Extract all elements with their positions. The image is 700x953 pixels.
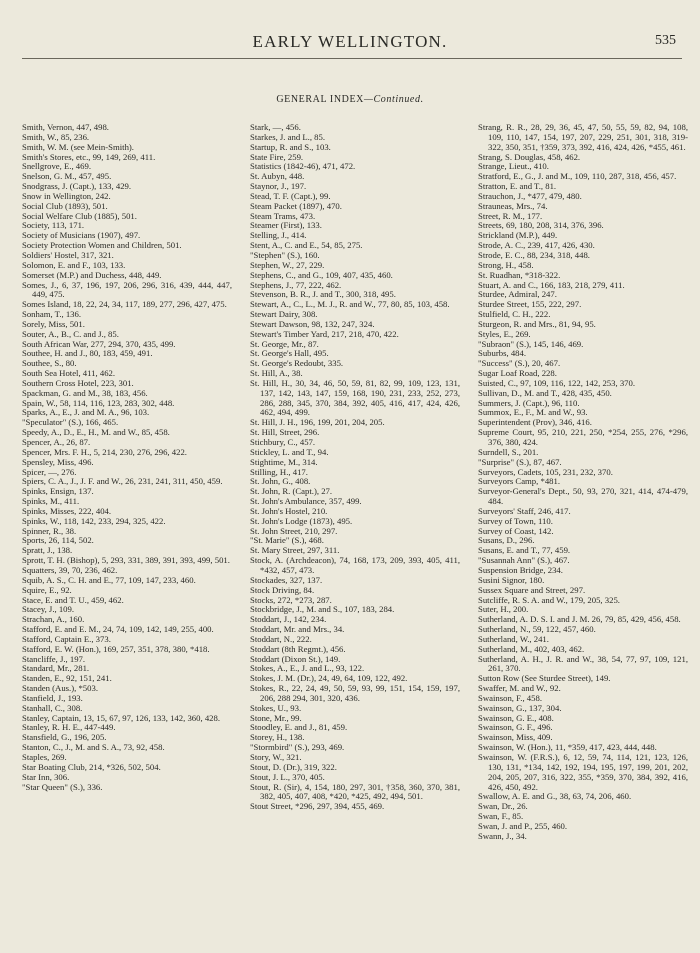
index-entry: "Star Queen" (S.), 336. <box>22 781 103 792</box>
index-entry: Strauchon, J., *477, 479, 480. <box>478 190 582 201</box>
index-entry: Souter, A., B., C. and J., 85. <box>22 328 119 339</box>
index-entry: Swainson, G. E., 408. <box>478 712 554 723</box>
index-entry: St. George's Redoubt, 335. <box>250 358 344 369</box>
index-entry: Spencer, Mrs. F. H., 5, 214, 230, 276, 296, 422. <box>22 446 187 457</box>
index-entry: Stightime, M., 314. <box>250 456 318 467</box>
index-entry: Swan, Dr., 26. <box>478 801 528 812</box>
index-entry: St. Hill, H., 30, 34, 46, 50, 59, 81, 82, 99, 109, 123, 131, 137, 142, 143, 147, 159, 168, 190, 231, 233, 252, 273, 286, 288, 345, 370, 384, 392, 405, 416, 417, 424, 426, 462, 494, 499. <box>250 377 460 418</box>
index-entry: Stanton, C., J., M. and S. A., 73, 92, 458. <box>22 742 165 753</box>
index-entry: Stilling, H., 417. <box>250 466 308 477</box>
index-entry: Strauneas, Mrs., 74. <box>478 200 548 211</box>
index-entry: Sutherland, A. D. S. I. and J. M. 26, 79, 85, 429, 456, 458. <box>478 614 681 625</box>
index-entry: Stock Driving, 84. <box>250 584 315 595</box>
index-entry: Sturdee Street, 155, 222, 297. <box>478 299 582 310</box>
index-entry: Sussex Square and Street, 297. <box>478 584 586 595</box>
index-entry: Stoddart (Dixon St.), 149. <box>250 653 341 664</box>
index-entry: St. George, Mr., 87. <box>250 338 319 349</box>
index-entry: Spiers, C. A., J., J. F. and W., 26, 231, 241, 311, 450, 459. <box>22 476 223 487</box>
index-entry: Strode, A. C., 239, 417, 426, 430. <box>478 240 595 251</box>
index-entry: Susans, E. and T., 77, 459. <box>478 545 571 556</box>
index-entry: Swainson, F., 458. <box>478 692 542 703</box>
index-entry: Surveyors, Cadets, 105, 231, 232, 370. <box>478 466 613 477</box>
index-entry: Stokes, U., 93. <box>250 702 302 713</box>
index-entry: Social Club (1893), 501. <box>22 200 108 211</box>
index-entry: Standard, Mr., 281. <box>22 663 90 674</box>
index-entry: Sturgeon, R. and Mrs., 81, 94, 95. <box>478 318 596 329</box>
index-entry: Swainson, Miss, 409. <box>478 732 553 743</box>
index-entry: Southern Cross Hotel, 223, 301. <box>22 377 134 388</box>
index-entry: Stent, A., C. and E., 54, 85, 275. <box>250 240 363 251</box>
index-entry: Sorely, Miss, 501. <box>22 318 85 329</box>
index-entry: St. John, R. (Capt.), 27. <box>250 486 333 497</box>
index-entry: Stokes, R., 22, 24, 49, 50, 59, 93, 99, 151, 154, 159, 197, 206, 288 294, 301, 320, 436. <box>250 683 460 703</box>
index-entry: Stout, R. (Sir), 4, 154, 180, 297, 301, †358, 360, 370, 381, 382, 405, 407, 408, *420, *425, 492, 494, 501. <box>250 781 460 802</box>
index-entry: Stratton, E. and T., 81. <box>478 181 557 192</box>
index-entry: Stead, T. F. (Capt.), 99. <box>250 190 331 201</box>
index-entry: St. Hill, A., 38. <box>250 368 303 379</box>
index-entry: "Stormbird" (S.), 293, 469. <box>250 742 345 753</box>
index-entry: Spinks, Ensign, 137. <box>22 486 94 497</box>
index-entry: "Stephen" (S.), 160. <box>250 249 320 260</box>
index-entry: St. John's Ambulance, 357, 499. <box>250 496 362 507</box>
index-entry: Sutherland, M., 402, 403, 462. <box>478 643 585 654</box>
index-entry: Stuart, A. and C., 166, 183, 218, 279, 411. <box>478 279 625 290</box>
index-entry: St. John, G., 408. <box>250 476 311 487</box>
index-entry: Southee, H. and J., 80, 183, 459, 491. <box>22 348 153 359</box>
index-entry: Suburbs, 484. <box>478 348 527 359</box>
index-entry: Swainson, W. (Hon.), 11, *359, 417, 423, 444, 448. <box>478 742 657 753</box>
index-entry: Swan, J. and P., 255, 460. <box>478 820 568 831</box>
running-head <box>0 30 700 54</box>
index-entry: Susans, D., 296. <box>478 535 535 546</box>
index-entry: Supreme Court, 95, 210, 221, 250, *254, 255, 276, *296, 376, 380, 424. <box>478 427 688 447</box>
index-entry: Strickland (M.P.), 449. <box>478 230 558 241</box>
index-entry: Stout, D. (Dr.), 319, 322. <box>250 761 337 772</box>
index-entry: Soldiers' Hostel, 317, 321. <box>22 249 114 260</box>
index-entry: Stelling, J., 414. <box>250 230 307 241</box>
index-entry: Swainson, G., 137, 304. <box>478 702 562 713</box>
index-entry: Sugar Loaf Road, 228. <box>478 368 557 379</box>
index-entry: Spackman, G. and M., 38, 183, 456. <box>22 387 148 398</box>
index-entry: Stewart Dairy, 308. <box>250 309 318 320</box>
index-entry: Statistics (1842-46), 471, 472. <box>250 161 356 172</box>
index-entry: Snellgrove, E., 469. <box>22 161 92 172</box>
index-entry: Stichbury, C., 457. <box>250 437 316 447</box>
index-entry: Sutcliffe, R. S. A. and W., 179, 205, 325. <box>478 594 620 605</box>
index-entry: Snow in Wellington, 242. <box>22 190 111 201</box>
index-entry: Summers, J. (Capt.), 96, 110. <box>478 397 580 408</box>
index-entry: Steamer (First), 133. <box>250 220 322 231</box>
index-entry: Sutherland, N., 59, 122, 457, 460. <box>478 624 596 635</box>
index-entry: Styles, E., 269. <box>478 328 531 339</box>
index-entry: Stewart, A., C., L., M. J., R. and W., 77, 80, 85, 103, 458. <box>250 299 450 310</box>
index-entry: Spain, W., 58, 114, 116, 123, 283, 302, 448. <box>22 397 175 408</box>
index-entry: Stephens, C., and G., 109, 407, 435, 460. <box>250 269 393 280</box>
index-entry: Southee, S., 80. <box>22 358 77 369</box>
index-entry: Superintendent (Prov), 346, 416. <box>478 417 592 428</box>
index-entry: Smith, Vernon, 447, 498. <box>22 122 109 132</box>
index-entry: Society of Musicians (1907), 497. <box>22 230 141 241</box>
index-entry: Steam Trams, 473. <box>250 210 316 221</box>
index-entry: Stanfield, J., 193. <box>22 692 83 703</box>
index-column-3 <box>478 123 688 842</box>
index-entry: Suisted, C., 97, 109, 116, 122, 142, 253, 370. <box>478 377 636 388</box>
header-rule <box>22 58 682 59</box>
index-entry: Story, W., 321. <box>250 752 302 762</box>
index-entry: Stace, E. and T. U., 459, 462. <box>22 594 124 605</box>
index-entry: St. John's Hostel, 210. <box>250 505 328 516</box>
index-column-2 <box>250 123 460 812</box>
index-entry: Stark, —, 456. <box>250 122 301 132</box>
index-entry: Summox, E., F., M. and W., 93. <box>478 407 588 418</box>
index-entry: "St. Marie" (S.), 468. <box>250 535 324 546</box>
index-entry: South Sea Hotel, 411, 462. <box>22 368 116 379</box>
index-entry: Spinks, Misses, 222, 404. <box>22 505 112 516</box>
index-entry: Somes Island, 18, 22, 24, 34, 117, 189, 277, 296, 427, 475. <box>22 299 227 310</box>
index-columns <box>22 122 688 938</box>
index-entry: Survey of Town, 110. <box>478 515 553 526</box>
index-entry: Stulfield, C. H., 222. <box>478 309 551 320</box>
index-entry: Standen (Aus.), *503. <box>22 683 99 694</box>
index-entry: South African War, 277, 294, 370, 435, 499. <box>22 338 176 349</box>
index-entry: Sprott, T. H. (Bishop), 5, 293, 331, 389, 391, 393, 499, 501. <box>22 555 230 566</box>
index-entry: "Subraon" (S.), 145, 146, 469. <box>478 338 584 349</box>
index-entry: Spinks, W., 118, 142, 233, 294, 325, 422. <box>22 515 166 526</box>
index-entry: Stone, Mr., 99. <box>250 712 302 723</box>
index-entry: Strange, Lieut., 410. <box>478 161 549 172</box>
index-entry: Snodgrass, J. (Capt.), 133, 429. <box>22 181 132 192</box>
index-entry: Stansfield, G., 196, 205. <box>22 732 107 743</box>
index-entry: Snelson, G. M., 457, 495. <box>22 171 112 182</box>
index-entry: St. John's Lodge (1873), 495. <box>250 515 353 526</box>
index-entry: Susini Signor, 180. <box>478 574 545 585</box>
index-entry: Stickley, L. and T., 94. <box>250 446 329 457</box>
index-entry: Stevenson, B. R., J. and T., 300, 318, 495. <box>250 289 396 300</box>
index-entry: Sparks, A., E., J. and M. A., 96, 103. <box>22 407 150 418</box>
index-entry: Swainson, W. (F.R.S.), 6, 12, 59, 74, 114, 121, 123, 126, 130, 131, *134, 142, 192, 194, 195, 197, 199, 201, 202, 204, 205, 207, 316, 322, 355, *359, 370, 384, 392, 416, 426, 450, 492. <box>478 752 688 792</box>
index-entry: Speedy, A., D., E., H., M. and W., 85, 458. <box>22 427 170 438</box>
index-entry: Spencer, A., 26, 87. <box>22 437 91 447</box>
running-title: EARLY WELLINGTON. <box>252 32 448 51</box>
index-entry: Swallow, A. E. and G., 38, 63, 74, 206, 460. <box>478 791 632 802</box>
index-entry: Staples, 269. <box>22 752 67 762</box>
index-entry: Strang, R. R., 28, 29, 36, 45, 47, 50, 55, 59, 82, 94, 108, 109, 110, 147, 154, 197, 207, 229, 251, 301, 318, 319-322, 350, 351, †359, 373, 392, 416, 424, 426, *455, 461. <box>478 122 688 152</box>
index-entry: Surndell, S., 201. <box>478 446 539 457</box>
index-entry: Solomon, E. and F., 103, 133. <box>22 259 126 270</box>
index-entry: Suter, H., 200. <box>478 604 529 615</box>
index-entry: Somes, J., 6, 37, 196, 197, 206, 296, 316, 439, 444, 447, 449, 475. <box>22 279 232 300</box>
index-entry: Standen, E., 92, 151, 241. <box>22 673 112 684</box>
index-entry: Stocks, 272, *273, 287. <box>250 594 332 605</box>
index-entry: Streets, 69, 180, 208, 314, 376, 396. <box>478 220 604 231</box>
index-entry: Strachan, A., 160. <box>22 614 85 625</box>
index-entry: Sutherland, W., 241. <box>478 633 549 644</box>
index-entry: Stancliffe, J., 197. <box>22 653 86 664</box>
index-entry: Swainson, G. F., 496. <box>478 722 553 733</box>
index-entry: Stoddart, J., 142, 234. <box>250 614 327 625</box>
index-entry: Storey, H., 138. <box>250 732 305 743</box>
index-entry: Strang, S. Douglas, 458, 462. <box>478 151 581 162</box>
index-entry: Smith, W. M. (see Mein-Smith). <box>22 141 134 152</box>
index-entry: Spratt, J., 138. <box>22 545 73 556</box>
index-entry: Spinner, R., 38. <box>22 525 77 536</box>
index-entry: Star Inn, 306. <box>22 771 70 782</box>
index-entry: St. Hill, Street, 296. <box>250 427 320 438</box>
index-entry: Society Protection Women and Children, 501. <box>22 240 182 251</box>
index-entry: Stafford, Captain E., 373. <box>22 633 111 644</box>
index-entry: Stoddart, N., 222. <box>250 633 312 644</box>
index-entry: Squire, E., 92. <box>22 584 72 595</box>
index-entry: Stoddart (8th Regmt.), 456. <box>250 643 346 654</box>
index-entry: Sports, 26, 114, 502. <box>22 535 94 546</box>
index-entry: State Fire, 259. <box>250 151 304 162</box>
index-entry: Stockades, 327, 137. <box>250 574 323 585</box>
index-entry: Stanley, Captain, 13, 15, 67, 97, 126, 133, 142, 360, 428. <box>22 712 221 723</box>
index-entry: Squatters, 39, 70, 236, 462. <box>22 564 118 575</box>
index-entry: Smith, W., 85, 236. <box>22 131 90 142</box>
page-number: 535 <box>655 33 676 48</box>
index-entry: Stafford, E. W. (Hon.), 169, 257, 351, 378, 380, *418. <box>22 643 210 654</box>
index-entry: Startup, R. and S., 103. <box>250 141 331 152</box>
index-entry: Suspension Bridge, 234. <box>478 564 563 575</box>
index-entry: Social Welfare Club (1885), 501. <box>22 210 137 221</box>
index-entry: St. Mary Street, 297, 311. <box>250 545 340 556</box>
index-entry: Swaffer, M. and W., 92. <box>478 683 561 694</box>
index-entry: Stephens, J., 77, 222, 462. <box>250 279 342 290</box>
section-title: GENERAL INDEX <box>276 94 365 105</box>
index-entry: Sutherland, A. H., J. R. and W., 38, 54, 77, 97, 109, 121, 261, 370. <box>478 653 688 674</box>
index-entry: Strode, E. C., 88, 234, 318, 448. <box>478 249 590 260</box>
index-entry: Star Boating Club, 214, *326, 502, 504. <box>22 761 161 772</box>
index-entry: Stephen, W., 27, 229. <box>250 259 325 270</box>
index-entry: "Success" (S.), 20, 467. <box>478 358 561 369</box>
index-entry: Stewart's Timber Yard, 217, 218, 470, 422. <box>250 328 399 339</box>
index-entry: Strong, H., 458. <box>478 259 534 270</box>
index-entry: Swan, F., 85. <box>478 811 524 822</box>
index-column-1 <box>22 123 232 792</box>
index-entry: Stanley, R. H. E., 447-449. <box>22 722 116 733</box>
index-entry: Surveyors' Staff, 246, 417. <box>478 505 571 516</box>
index-entry: Stokes, J. M. (Dr.), 24, 49, 64, 109, 122, 492. <box>250 673 408 684</box>
index-entry: Sonham, T., 136. <box>22 309 82 320</box>
index-entry: Stanhall, C., 308. <box>22 702 83 713</box>
index-entry: Society, 113, 171. <box>22 220 85 231</box>
index-entry: Spicer, —, 276. <box>22 466 77 477</box>
index-entry: Smith's Stores, etc., 99, 149, 269, 411. <box>22 151 156 162</box>
index-entry: Stoddart, Mr. and Mrs., 34. <box>250 624 345 635</box>
index-entry: Stockbridge, J., M. and S., 107, 183, 284. <box>250 604 395 615</box>
index-entry: Steam Packet (1897), 470. <box>250 200 342 211</box>
index-entry: Stout, J. L., 370, 405. <box>250 771 325 782</box>
index-entry: Starkes, J. and L., 85. <box>250 131 326 142</box>
index-entry: Swann, J., 34. <box>478 830 527 841</box>
index-entry: Stewart Dawson, 98, 132, 247, 324. <box>250 318 375 329</box>
index-entry: Spensley, Miss, 496. <box>22 456 94 467</box>
index-entry: St. John Street, 210, 297. <box>250 525 338 536</box>
section-continued: —Continued. <box>364 94 424 105</box>
index-entry: "Susannah Ann" (S.), 467. <box>478 555 570 566</box>
index-entry: Street, R. M., 177. <box>478 210 543 221</box>
index-entry: Stock, A. (Archdeacon), 74, 168, 173, 209, 393, 405, 411, *432, 457, 473. <box>250 555 460 575</box>
index-entry: "Surprise" (S.), 87, 467. <box>478 456 562 467</box>
index-entry: Sullivan, D., M. and T., 428, 435, 450. <box>478 387 612 398</box>
index-entry: Stacey, J., 109. <box>22 604 75 615</box>
index-entry: St. Ruadhan, *318-322. <box>478 269 561 280</box>
index-entry: Sutton Row (See Sturdee Street), 149. <box>478 673 611 684</box>
index-entry: St. Hill, J. H., 196, 199, 201, 204, 205. <box>250 417 385 428</box>
index-entry: "Speculator" (S.), 166, 465. <box>22 417 119 428</box>
index-entry: Spinks, M., 411. <box>22 496 80 507</box>
index-entry: Somerset (M.P.) and Duchess, 448, 449. <box>22 269 162 280</box>
index-entry: Survey of Coast, 142. <box>478 525 554 536</box>
index-entry: St. Aubyn, 448. <box>250 171 305 182</box>
index-entry: Stout Street, *296, 297, 394, 455, 469. <box>250 801 385 812</box>
index-entry: Surveyors Camp, *481. <box>478 476 561 487</box>
index-entry: St. George's Hall, 495. <box>250 348 329 359</box>
index-entry: Stratford, E., G., J. and M., 109, 110, 287, 318, 456, 457. <box>478 171 677 182</box>
section-heading <box>0 94 700 105</box>
index-entry: Stafford, E. and E. M., 24, 74, 109, 142, 149, 255, 400. <box>22 624 214 635</box>
index-entry: Staynor, J., 197. <box>250 181 307 192</box>
index-entry: Surveyor-General's Dept., 50, 93, 270, 321, 414, 474-479, 484. <box>478 486 688 507</box>
index-entry: Squib, A. S., C. H. and E., 77, 109, 147, 233, 460. <box>22 574 196 585</box>
index-entry: Stokes, A., E., J. and L., 93, 122. <box>250 663 365 674</box>
index-entry: Stoodley, E. and J., 81, 459. <box>250 722 348 733</box>
index-entry: Sturdee, Admiral, 247. <box>478 289 557 300</box>
